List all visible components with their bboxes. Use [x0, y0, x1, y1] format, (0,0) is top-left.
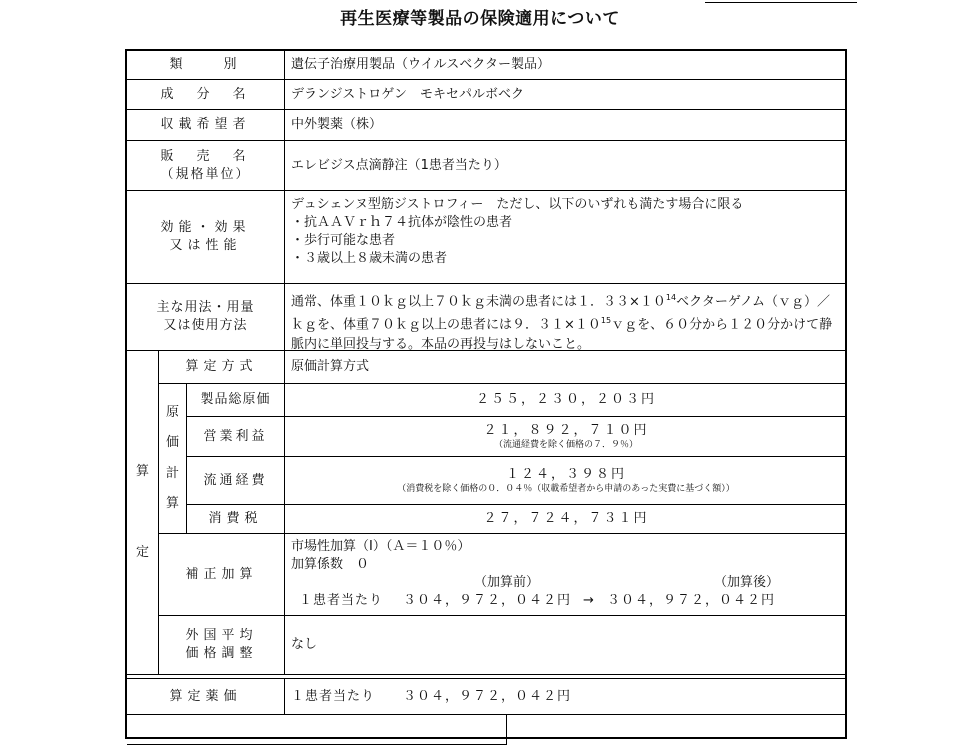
ingredient-value: デランジストロゲン モキセパルボベク — [285, 80, 847, 110]
distribution-value: １２４，３９８円 — [505, 467, 626, 482]
dosage-label-line2: 又は使用方法 — [163, 318, 248, 333]
calc-section-label — [127, 351, 159, 675]
total-cost-value: ２５５，２３０，２０３円 — [285, 384, 847, 417]
correction-label: 補正加算 — [159, 534, 285, 616]
sales-name-label — [127, 141, 285, 191]
efficacy-label-line1: 効能・効果 — [160, 220, 251, 235]
cost-label-char: 原 — [165, 405, 179, 421]
foreign-label-line2: 価格調整 — [185, 646, 258, 661]
efficacy-line: ・抗ＡＡＶｒｈ７４抗体が陰性の患者 — [291, 215, 513, 230]
dosage-text-1: 通常、体重１０ｋｇ以上７０ｋｇ未満の患者には１．３３×１０ — [291, 294, 666, 310]
dosage-label — [127, 284, 285, 351]
profit-note: （流通経費を除く価格の７．９％） — [493, 440, 638, 450]
after-label: （加算後） — [714, 575, 780, 590]
dosage-exponent-1: 14 — [665, 293, 677, 302]
correction-line1: 市場性加算（Ⅰ）（Ａ＝１０％） — [291, 539, 471, 554]
distribution-cell — [285, 457, 847, 505]
efficacy-line: ・歩行可能な患者 — [291, 233, 396, 248]
tax-value: ２７，７２４，７３１円 — [285, 505, 847, 534]
efficacy-line: ・３歳以上８歳未満の患者 — [291, 251, 448, 266]
efficacy-label-line2: 又は性能 — [169, 238, 242, 253]
category-label: 類 別 — [127, 51, 285, 80]
arrow-icon: → — [583, 593, 595, 608]
dosage-text-2: ベクターゲノム（ｖｇ）／ｋｇを、体重７０ｋｇ以上の患者には９．３１×１０ — [291, 294, 831, 333]
calc-label-char: 定 — [135, 545, 149, 561]
efficacy-value — [285, 191, 847, 284]
before-label: （加算前） — [474, 575, 540, 590]
category-value: 遺伝子治療用製品（ウイルスベクター製品） — [285, 51, 847, 80]
foreign-label — [159, 616, 285, 675]
price-label: 算定薬価 — [127, 679, 285, 715]
product-table — [125, 49, 847, 739]
profit-label: 営業利益 — [187, 417, 285, 457]
cost-label-char: 算 — [165, 495, 179, 511]
efficacy-line: デュシェンヌ型筋ジストロフィー ただし、以下のいずれも満たす場合に限る — [291, 197, 744, 212]
distribution-note: （消費税を除く価格の０．０４％（収載希望者から申請のあった実費に基づく額）） — [397, 484, 735, 494]
total-cost-label: 製品総原価 — [187, 384, 285, 417]
after-value: ３０４，９７２，０４２円 — [606, 593, 775, 608]
before-value: ３０４，９７２，０４２円 — [403, 593, 572, 608]
correction-line2: 加算係数 ０ — [291, 557, 370, 572]
profit-cell — [285, 417, 847, 457]
sales-name-value: エレビジス点滴静注（1患者当たり） — [285, 141, 847, 191]
efficacy-label — [127, 191, 285, 284]
applicant-value: 中外製薬（株） — [285, 110, 847, 141]
applicant-label: 収載希望者 — [127, 110, 285, 141]
price-value: １患者当たり ３０４，９７２，０４２円 — [285, 679, 847, 715]
foreign-label-line1: 外国平均 — [185, 628, 258, 643]
cost-calc-label — [159, 384, 187, 534]
correction-compare-labels — [291, 574, 841, 592]
cost-label-char: 計 — [165, 465, 179, 481]
correction-cell — [285, 534, 847, 616]
profit-value: ２１，８９２，７１０円 — [483, 423, 649, 438]
top-rule — [705, 2, 857, 3]
dosage-text-3: ｖｇを、６０分から１２０分かけて静脈内に単回投与する。本品の再投与はしないこと。 — [291, 317, 833, 352]
dosage-exponent-2: 15 — [600, 316, 612, 326]
dosage-label-line1: 主な用法・用量 — [156, 300, 255, 315]
page-title: 再生医療等製品の保険適用について — [340, 9, 620, 29]
calc-label-char: 算 — [135, 463, 149, 479]
foreign-value: なし — [285, 616, 847, 675]
dosage-value — [285, 284, 847, 351]
method-label: 算定方式 — [159, 351, 285, 384]
ingredient-label: 成 分 名 — [127, 80, 285, 110]
sales-name-label-line2: （規格単位） — [160, 166, 251, 182]
sales-name-label-line1: 販 売 名 — [160, 148, 251, 164]
tax-label: 消費税 — [187, 505, 285, 534]
correction-compare-values — [291, 592, 841, 610]
method-value: 原価計算方式 — [285, 351, 847, 384]
distribution-label: 流通経費 — [187, 457, 285, 505]
cost-label-char: 価 — [165, 435, 179, 451]
per-patient-label: １患者当たり — [299, 593, 384, 608]
